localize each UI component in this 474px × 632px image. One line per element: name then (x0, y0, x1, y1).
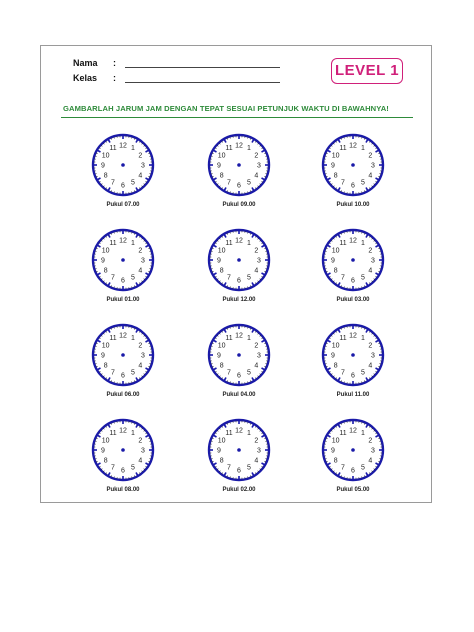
level-badge: LEVEL 1 (331, 58, 403, 84)
clock-number: 12 (349, 237, 357, 245)
clock-number: 2 (368, 247, 373, 255)
clock-number: 5 (247, 369, 251, 377)
clock-number: 8 (333, 457, 338, 465)
clock-number: 5 (131, 179, 135, 187)
clock-number: 8 (333, 172, 338, 180)
clock-item (83, 131, 163, 208)
clock-number: 10 (217, 437, 226, 445)
clock-number: 10 (101, 437, 110, 445)
clock-number: 10 (217, 152, 226, 160)
clock-number: 5 (247, 179, 251, 187)
clock-caption: Pukul 10.00 (336, 202, 370, 208)
clock-number: 11 (339, 145, 347, 153)
clock-number: 4 (368, 362, 373, 370)
clock-number: 10 (331, 152, 340, 160)
clock-number: 9 (331, 257, 335, 265)
clock-number: 4 (138, 362, 143, 370)
clock-number: 4 (254, 267, 259, 275)
clock-number: 5 (247, 274, 251, 282)
clock-number: 7 (341, 274, 345, 282)
clock-caption: Pukul 05.00 (336, 487, 370, 493)
clock-number: 12 (235, 332, 243, 340)
clock-number: 7 (227, 464, 231, 472)
clock-number: 7 (341, 369, 345, 377)
clock-number: 3 (141, 447, 145, 455)
clock-number: 2 (368, 342, 373, 350)
clock-number: 7 (227, 179, 231, 187)
clock-number: 11 (109, 335, 117, 343)
clock-number: 5 (131, 274, 135, 282)
clock-number: 10 (217, 342, 226, 350)
clock-number: 3 (141, 352, 145, 360)
clock-number: 3 (141, 162, 145, 170)
clock-number: 8 (333, 362, 338, 370)
clock-number: 1 (247, 430, 251, 438)
clock-center-dot (237, 353, 241, 357)
clock-number: 6 (351, 372, 355, 380)
clock-number: 2 (254, 152, 259, 160)
clock-number: 9 (331, 162, 335, 170)
clock-item (313, 416, 393, 493)
clock-face[interactable] (319, 131, 387, 199)
clock-item (313, 321, 393, 398)
clock-number: 7 (111, 369, 115, 377)
clock-number: 8 (103, 172, 108, 180)
clock-number: 8 (219, 457, 224, 465)
clock-number: 11 (339, 430, 347, 438)
clock-number: 3 (257, 447, 261, 455)
clock-number: 2 (138, 247, 143, 255)
clock-number: 6 (237, 277, 241, 285)
clock-number: 1 (131, 240, 135, 248)
clock-number: 3 (371, 352, 375, 360)
clock-center-dot (351, 163, 355, 167)
clock-number: 1 (131, 335, 135, 343)
clock-number: 5 (247, 464, 251, 472)
clock-number: 12 (119, 332, 127, 340)
clock-number: 4 (254, 362, 259, 370)
class-label: Kelas (73, 73, 98, 83)
clock-face[interactable] (319, 321, 387, 389)
clock-number: 12 (119, 427, 127, 435)
clock-number: 4 (368, 172, 373, 180)
clock-number: 11 (109, 145, 117, 153)
clock-number: 5 (361, 179, 365, 187)
clock-number: 2 (368, 437, 373, 445)
clock-caption: Pukul 04.00 (222, 392, 256, 398)
clock-number: 11 (339, 240, 347, 248)
clock-center-dot (351, 448, 355, 452)
clock-number: 8 (333, 267, 338, 275)
clock-number: 7 (111, 464, 115, 472)
clock-number: 4 (254, 457, 259, 465)
clock-number: 12 (349, 142, 357, 150)
clock-center-dot (121, 448, 125, 452)
clock-center-dot (237, 448, 241, 452)
clock-item (83, 226, 163, 303)
clock-number: 1 (247, 240, 251, 248)
clock-number: 9 (331, 352, 335, 360)
clock-face[interactable] (205, 416, 273, 484)
clock-number: 9 (217, 162, 221, 170)
clock-caption: Pukul 09.00 (222, 202, 256, 208)
clock-number: 9 (101, 162, 105, 170)
clock-number: 5 (361, 369, 365, 377)
clock-item (83, 416, 163, 493)
clock-number: 1 (361, 240, 365, 248)
clock-face[interactable] (205, 226, 273, 294)
clock-face[interactable] (89, 226, 157, 294)
clock-item (313, 226, 393, 303)
clock-center-dot (351, 258, 355, 262)
clock-number: 6 (121, 467, 125, 475)
clock-number: 9 (101, 257, 105, 265)
clock-number: 4 (138, 457, 143, 465)
clock-number: 1 (131, 430, 135, 438)
clock-caption: Pukul 06.00 (106, 392, 140, 398)
clock-number: 8 (103, 457, 108, 465)
clock-number: 12 (235, 427, 243, 435)
clock-center-dot (237, 258, 241, 262)
clock-number: 2 (138, 342, 143, 350)
clock-number: 9 (217, 447, 221, 455)
clock-number: 12 (349, 332, 357, 340)
worksheet (40, 45, 432, 503)
clock-number: 12 (235, 142, 243, 150)
clock-number: 9 (331, 447, 335, 455)
clock-number: 11 (225, 335, 233, 343)
clock-caption: Pukul 07.00 (106, 202, 140, 208)
name-label: Nama (73, 58, 98, 68)
clock-number: 9 (217, 352, 221, 360)
clock-number: 3 (141, 257, 145, 265)
clock-number: 2 (254, 437, 259, 445)
clock-item (199, 226, 279, 303)
clock-center-dot (121, 258, 125, 262)
clock-number: 6 (121, 372, 125, 380)
clock-number: 9 (101, 447, 105, 455)
clock-number: 8 (103, 362, 108, 370)
clock-number: 8 (103, 267, 108, 275)
clock-number: 3 (257, 257, 261, 265)
clock-number: 10 (331, 342, 340, 350)
clock-number: 3 (371, 447, 375, 455)
clock-caption: Pukul 01.00 (106, 297, 140, 303)
clock-number: 7 (227, 369, 231, 377)
clock-number: 6 (237, 467, 241, 475)
clock-number: 5 (131, 464, 135, 472)
name-line (125, 67, 280, 68)
clock-number: 10 (101, 247, 110, 255)
clock-number: 11 (225, 240, 233, 248)
clock-number: 4 (138, 172, 143, 180)
clock-number: 8 (219, 267, 224, 275)
clock-number: 12 (235, 237, 243, 245)
clock-center-dot (237, 163, 241, 167)
clock-item (199, 131, 279, 208)
clock-number: 10 (331, 247, 340, 255)
clock-number: 6 (351, 467, 355, 475)
class-field (73, 73, 293, 85)
clock-item (199, 321, 279, 398)
clock-number: 8 (219, 362, 224, 370)
clock-item (199, 416, 279, 493)
clock-number: 11 (225, 145, 233, 153)
clock-number: 1 (247, 335, 251, 343)
clock-number: 2 (138, 152, 143, 160)
instruction-underline (61, 117, 413, 118)
clock-caption: Pukul 03.00 (336, 297, 370, 303)
clock-number: 2 (254, 342, 259, 350)
clock-number: 1 (247, 145, 251, 153)
clock-number: 9 (101, 352, 105, 360)
clock-number: 5 (361, 464, 365, 472)
clock-center-dot (121, 353, 125, 357)
clock-center-dot (121, 163, 125, 167)
clock-number: 8 (219, 172, 224, 180)
clock-face[interactable] (205, 321, 273, 389)
clock-number: 1 (361, 145, 365, 153)
clock-number: 6 (351, 277, 355, 285)
clock-number: 7 (111, 274, 115, 282)
clock-face[interactable] (319, 226, 387, 294)
clock-number: 12 (119, 142, 127, 150)
clock-number: 10 (217, 247, 226, 255)
clock-number: 3 (257, 162, 261, 170)
clock-number: 5 (131, 369, 135, 377)
instruction-text: GAMBARLAH JARUM JAM DENGAN TEPAT SESUAI PETUNJUK WAKTU DI BAWAHNYA! (63, 104, 389, 113)
clock-caption: Pukul 11.00 (336, 392, 370, 398)
clock-number: 11 (225, 430, 233, 438)
clock-face[interactable] (89, 131, 157, 199)
clock-number: 7 (227, 274, 231, 282)
clock-number: 2 (254, 247, 259, 255)
clock-number: 3 (371, 162, 375, 170)
clock-number: 4 (368, 267, 373, 275)
clock-number: 12 (119, 237, 127, 245)
clock-face[interactable] (319, 416, 387, 484)
clock-number: 10 (101, 152, 110, 160)
clock-number: 2 (138, 437, 143, 445)
clock-item (313, 131, 393, 208)
clock-face[interactable] (89, 416, 157, 484)
clock-number: 5 (361, 274, 365, 282)
clock-number: 10 (331, 437, 340, 445)
name-colon: : (113, 58, 116, 68)
clock-number: 9 (217, 257, 221, 265)
clock-caption: Pukul 02.00 (222, 487, 256, 493)
clock-number: 4 (138, 267, 143, 275)
clock-number: 1 (361, 430, 365, 438)
clock-face[interactable] (205, 131, 273, 199)
clock-number: 6 (121, 277, 125, 285)
clock-number: 6 (237, 372, 241, 380)
clock-number: 1 (131, 145, 135, 153)
clock-number: 3 (371, 257, 375, 265)
clock-number: 6 (237, 182, 241, 190)
clock-face[interactable] (89, 321, 157, 389)
class-colon: : (113, 73, 116, 83)
clock-number: 11 (109, 240, 117, 248)
clock-number: 6 (351, 182, 355, 190)
clock-number: 7 (341, 464, 345, 472)
clock-number: 4 (254, 172, 259, 180)
clock-number: 7 (111, 179, 115, 187)
clock-number: 2 (368, 152, 373, 160)
clock-center-dot (351, 353, 355, 357)
name-field (73, 58, 293, 70)
clock-number: 4 (368, 457, 373, 465)
clock-number: 7 (341, 179, 345, 187)
clock-caption: Pukul 08.00 (106, 487, 140, 493)
clock-caption: Pukul 12.00 (222, 297, 256, 303)
clock-number: 11 (339, 335, 347, 343)
clock-number: 3 (257, 352, 261, 360)
clock-number: 10 (101, 342, 110, 350)
clock-number: 6 (121, 182, 125, 190)
clock-number: 11 (109, 430, 117, 438)
class-line (125, 82, 280, 83)
clock-item (83, 321, 163, 398)
clock-number: 12 (349, 427, 357, 435)
clock-number: 1 (361, 335, 365, 343)
